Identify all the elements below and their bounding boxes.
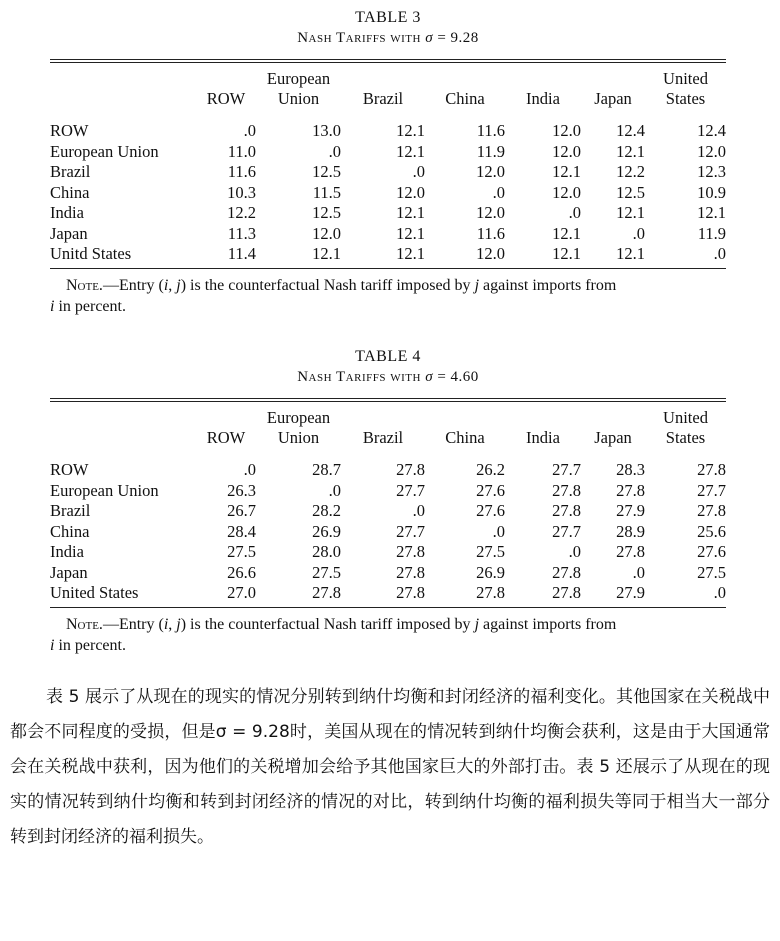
table-cell: 27.6 (476, 501, 505, 520)
table-cell: 12.2 (616, 162, 645, 181)
table-cell: 28.7 (312, 460, 341, 479)
table-cell: 27.8 (697, 501, 726, 520)
column-header (196, 402, 256, 454)
table-row (50, 583, 726, 607)
column-header (425, 63, 505, 115)
table-header (50, 402, 726, 454)
table-cell: 27.8 (552, 480, 581, 500)
header-line-2: Brazil (362, 89, 404, 108)
column-header (341, 402, 425, 454)
sigma-value: = 9.28 (433, 30, 479, 46)
column-header (196, 63, 256, 115)
header-line-2: Union (277, 89, 320, 108)
header-line-1: European (266, 408, 331, 427)
table-cell: 10.3 (227, 182, 256, 202)
table-cell: 25.6 (697, 521, 726, 541)
table-cell: 12.1 (552, 162, 581, 181)
table-cell: 11.3 (227, 223, 256, 243)
table-cell: 28.3 (616, 460, 645, 479)
note-text: —Entry (i, j) is the counterfactual Nash tariff imposed by j against imports from (102, 276, 617, 294)
table-cell: 12.1 (396, 141, 425, 161)
table-cell: 12.1 (616, 244, 645, 263)
table-row (50, 203, 726, 224)
table-row (50, 224, 726, 245)
table-cell: 10.9 (697, 182, 726, 202)
table-cell: 27.8 (312, 583, 341, 602)
table-cell: 27.5 (312, 562, 341, 582)
table-subtitle (50, 28, 726, 48)
table-note (50, 275, 726, 317)
bottom-rule (50, 268, 726, 269)
table-row (50, 454, 726, 481)
table-cell: 27.9 (616, 583, 645, 602)
header-line-1: European (266, 69, 331, 88)
table-row (50, 501, 726, 522)
note-lead: Note. (66, 615, 103, 633)
table-cell: 11.6 (476, 121, 505, 140)
table-note (50, 614, 726, 656)
column-header (50, 402, 196, 454)
table-cell: 28.4 (227, 521, 256, 541)
column-header (256, 63, 341, 115)
table-row (50, 183, 726, 204)
column-header (505, 402, 581, 454)
table-cell: 26.3 (227, 480, 256, 500)
note-continuation: i in percent. (50, 636, 126, 654)
table-cell: 27.8 (616, 480, 645, 500)
table-cell: 26.7 (227, 501, 256, 520)
row-label: Unitd States (50, 244, 132, 263)
table-subtitle (50, 367, 726, 387)
header-line-2: ROW (206, 428, 246, 447)
table-cell: 27.8 (697, 460, 726, 479)
header-line-2: India (526, 89, 560, 108)
row-label: European Union (50, 141, 159, 161)
column-header (425, 402, 505, 454)
table-cell: 28.2 (312, 501, 341, 520)
header-line-1: United (663, 69, 708, 88)
table-cell: 12.5 (312, 203, 341, 222)
header-line-2: Japan (594, 89, 632, 108)
table-row (50, 115, 726, 142)
column-header (256, 402, 341, 454)
header-row (50, 402, 726, 454)
table-cell: 27.7 (552, 521, 581, 541)
table-row (50, 563, 726, 584)
table-cell: 27.7 (396, 480, 425, 500)
table-cell: 27.7 (697, 480, 726, 500)
table-cell: 12.1 (396, 203, 425, 222)
row-label: Japan (50, 562, 88, 582)
header-line-2: China (445, 428, 485, 447)
table-cell: 12.0 (476, 244, 505, 263)
table-cell: 12.0 (552, 182, 581, 202)
header-line-2: States (665, 428, 706, 447)
table-cell: .0 (492, 521, 505, 541)
table-cell: 12.1 (312, 244, 341, 263)
bottom-rule (50, 607, 726, 608)
table-cell: .0 (713, 583, 726, 602)
row-label: ROW (50, 121, 89, 140)
table-row (50, 162, 726, 183)
table-cell: 12.4 (616, 121, 645, 140)
row-label: India (50, 203, 84, 222)
table-cell: .0 (492, 182, 505, 202)
table-cell: 27.8 (396, 542, 425, 561)
paragraph-text: 表 5 展示了从现在的现实的情况分别转到纳什均衡和封闭经济的福利变化。其他国家在关税战中都会不同程度的受损，但是σ = 9.28时，美国从现在的情况转到纳什均衡会获利，这是由于大国通常会在关税战中获利，因为他们的关税增加会给予其他国家巨大的外部打击。表 5 还展示了从现在的现实的情况转到纳什均衡和转到封闭经济的情况的对比，转到纳什均衡的福利损失等同于相当大一部分转到封闭经济的福利损失。 (10, 687, 770, 847)
row-label: European Union (50, 480, 159, 500)
row-label: Japan (50, 223, 88, 243)
sigma-value: = 4.60 (433, 369, 479, 385)
table-cell: 12.1 (552, 223, 581, 243)
table-cell: 27.5 (476, 542, 505, 561)
table-cell: 12.4 (697, 121, 726, 140)
table-cell: 26.9 (476, 562, 505, 582)
table-cell: 12.0 (552, 121, 581, 140)
row-label: ROW (50, 460, 89, 479)
table-cell: 12.0 (312, 223, 341, 243)
sigma-symbol: σ (425, 369, 434, 385)
table-cell: 27.7 (552, 460, 581, 479)
table-cell: 13.0 (312, 121, 341, 140)
table-cell: 26.6 (227, 562, 256, 582)
table-cell: 12.5 (616, 182, 645, 202)
table-cell: 26.9 (312, 521, 341, 541)
table-cell: 27.8 (616, 542, 645, 561)
table-body (50, 115, 726, 268)
table-cell: .0 (243, 121, 256, 140)
table-cell: 28.9 (616, 521, 645, 541)
header-line-2: States (665, 89, 706, 108)
table-cell: 12.1 (396, 244, 425, 263)
table-cell: 26.2 (476, 460, 505, 479)
subtitle-text: Nash Tariffs with (297, 369, 426, 385)
table-row (50, 522, 726, 543)
subtitle-text: Nash Tariffs with (297, 30, 426, 46)
table-cell: 12.3 (697, 162, 726, 181)
table-cell: 11.9 (697, 223, 726, 243)
tariff-table (50, 63, 726, 268)
table-cell: .0 (328, 480, 341, 500)
table-cell: 27.8 (552, 501, 581, 520)
note-text: —Entry (i, j) is the counterfactual Nash tariff imposed by j against imports from (102, 615, 617, 633)
table-header (50, 63, 726, 115)
table-cell: 12.1 (616, 141, 645, 161)
table-cell: 27.8 (396, 460, 425, 479)
table-cell: 12.1 (616, 203, 645, 222)
note-continuation: i in percent. (50, 297, 126, 315)
note-lead: Note. (66, 276, 103, 294)
table-cell: 27.6 (476, 480, 505, 500)
table-cell: 27.0 (227, 583, 256, 602)
table-row (50, 142, 726, 163)
table-cell: 12.1 (697, 203, 726, 222)
table-cell: .0 (412, 162, 425, 181)
table-row (50, 542, 726, 563)
table-cell: 12.0 (697, 141, 726, 161)
header-row (50, 63, 726, 115)
table-3 (50, 8, 726, 317)
column-header (50, 63, 196, 115)
table-cell: 12.0 (476, 203, 505, 222)
table-cell: 12.1 (396, 223, 425, 243)
row-label: Brazil (50, 501, 91, 520)
table-cell: 12.1 (396, 121, 425, 140)
header-line-2: India (526, 428, 560, 447)
table-cell: 12.0 (396, 182, 425, 202)
table-cell: .0 (328, 141, 341, 161)
table-cell: 27.5 (227, 542, 256, 561)
table-cell: 12.0 (552, 141, 581, 161)
table-row (50, 244, 726, 268)
header-line-1: United (663, 408, 708, 427)
table-cell: 12.2 (227, 203, 256, 222)
table-cell: 11.0 (227, 141, 256, 161)
column-header (581, 402, 645, 454)
table-cell: 27.8 (476, 583, 505, 602)
column-header (505, 63, 581, 115)
row-label: China (50, 182, 90, 202)
table-cell: .0 (412, 501, 425, 520)
header-line-2: Brazil (362, 428, 404, 447)
table-cell: 27.7 (396, 521, 425, 541)
table-cell: 27.8 (396, 583, 425, 602)
table-cell: .0 (568, 542, 581, 561)
header-line-2: ROW (206, 89, 246, 108)
table-cell: .0 (568, 203, 581, 222)
table-cell: 28.0 (312, 542, 341, 561)
table-cell: 11.9 (476, 141, 505, 161)
body-paragraph (10, 680, 770, 855)
table-cell: .0 (713, 244, 726, 263)
row-label: Brazil (50, 162, 91, 181)
table-cell: 27.9 (616, 501, 645, 520)
row-label: India (50, 542, 84, 561)
header-line-2: Japan (594, 428, 632, 447)
table-cell: 27.8 (396, 562, 425, 582)
column-header (341, 63, 425, 115)
header-line-2: Union (277, 428, 320, 447)
table-cell: 27.6 (697, 542, 726, 561)
table-cell: 12.0 (476, 162, 505, 181)
table-cell: .0 (632, 562, 645, 582)
table-cell: 27.8 (552, 583, 581, 602)
table-4 (50, 347, 726, 656)
column-header (645, 63, 726, 115)
table-body (50, 454, 726, 607)
table-title: TABLE 3 (355, 9, 421, 26)
table-cell: 27.8 (552, 562, 581, 582)
table-row (50, 481, 726, 502)
table-cell: .0 (243, 460, 256, 479)
table-cell: 11.5 (312, 182, 341, 202)
row-label: China (50, 521, 90, 541)
column-header (645, 402, 726, 454)
header-line-2: China (445, 89, 485, 108)
table-cell: 12.5 (312, 162, 341, 181)
sigma-symbol: σ (425, 30, 434, 46)
row-label: United States (50, 583, 139, 602)
table-cell: 11.4 (227, 244, 256, 263)
table-cell: 27.5 (697, 562, 726, 582)
table-cell: .0 (632, 223, 645, 243)
table-title: TABLE 4 (355, 348, 421, 365)
tariff-table (50, 402, 726, 607)
column-header (581, 63, 645, 115)
table-cell: 11.6 (476, 223, 505, 243)
table-cell: 11.6 (227, 162, 256, 181)
table-cell: 12.1 (552, 244, 581, 263)
